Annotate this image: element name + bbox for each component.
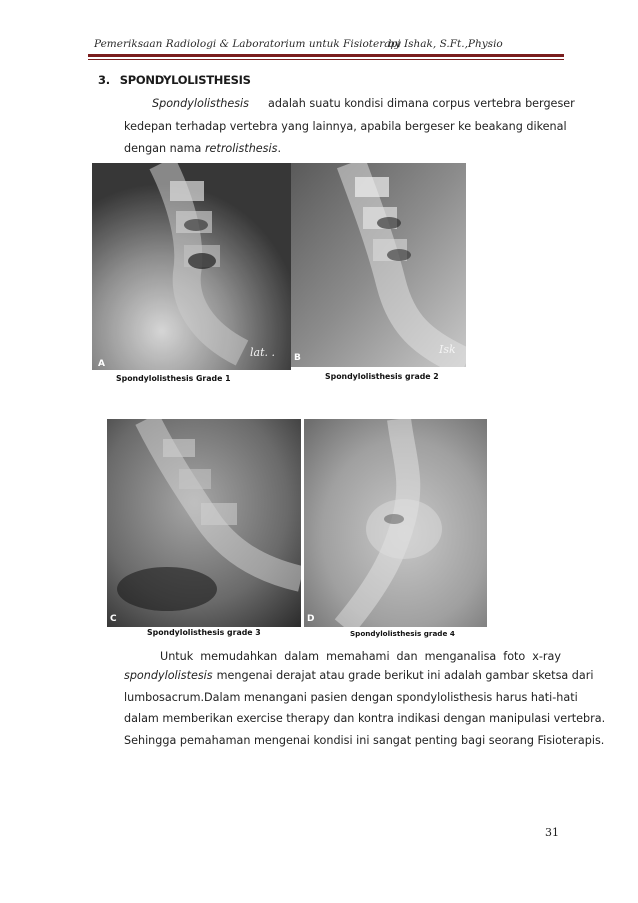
header-right-text: by Ishak, S.Ft.,Physio	[388, 38, 503, 50]
section-heading: SPONDYLOLISTHESIS	[119, 73, 251, 87]
intro-line-1	[152, 97, 575, 113]
page-header	[88, 36, 564, 56]
intro-line-3-term: retrolisthesis	[204, 142, 278, 155]
page-number: 31	[545, 826, 559, 839]
figure-letter-b: B	[294, 353, 301, 363]
intro-line-2: kedepan terhadap vertebra yang lainnya, apabila bergeser ke beakang dikenal	[124, 120, 567, 133]
body-line-3: lumbosacrum.Dalam menangani pasien dengan spondylolisthesis harus hati-hati	[124, 691, 578, 704]
intro-line-1-rest	[268, 97, 575, 113]
caption-b: Spondylolisthesis grade 2	[325, 372, 439, 381]
caption-c: Spondylolisthesis grade 3	[147, 628, 261, 637]
figure-mark-a: lat. .	[250, 346, 275, 359]
intro-line-3-prefix: dengan nama	[124, 142, 202, 155]
intro-line-3	[124, 142, 281, 158]
header-rule-thick	[88, 54, 564, 57]
body-line-2-term: spondylolistesis	[124, 669, 213, 682]
header-rule-thin	[88, 59, 564, 60]
xray-figure-d	[304, 419, 487, 641]
xray-image-a	[92, 163, 291, 373]
figure-letter-d: D	[307, 614, 315, 624]
xray-image-b	[291, 163, 466, 367]
body-line-4: dalam memberikan exercise therapy dan kontra indikasi dengan manipulasi vertebra.	[124, 712, 606, 725]
body-line-2-rest: mengenai derajat atau grade berikut ini adalah gambar sketsa dari	[216, 669, 594, 682]
xray-image-c	[107, 419, 301, 629]
body-line-1: Untuk memudahkan dalam memahami dan menganalisa foto x-ray	[160, 650, 561, 663]
body-line-5: Sehingga pemahaman mengenai kondisi ini sangat penting bagi seorang Fisioterapis.	[124, 734, 605, 747]
caption-a: Spondylolisthesis Grade 1	[116, 374, 231, 383]
figure-letter-c: C	[110, 614, 117, 624]
caption-d: Spondylolisthesis grade 4	[350, 629, 455, 638]
xray-figure-c	[107, 419, 301, 641]
figure-letter-a: A	[98, 359, 105, 369]
xray-figure-b	[291, 163, 466, 389]
intro-line-3-end: .	[277, 142, 281, 155]
figure-mark-b: Isk	[439, 343, 456, 356]
intro-term: Spondylolisthesis	[152, 97, 249, 110]
section-number: 3.	[98, 73, 110, 87]
body-line-2	[124, 669, 594, 685]
intro-line-1-text: adalah suatu kondisi dimana corpus vertebra bergeser	[268, 97, 575, 110]
section-title	[98, 73, 251, 87]
header-left-text: Pemeriksaan Radiologi & Laboratorium untuk Fisioterapi	[94, 38, 401, 50]
xray-figure-a	[92, 163, 291, 389]
xray-image-d	[304, 419, 487, 627]
